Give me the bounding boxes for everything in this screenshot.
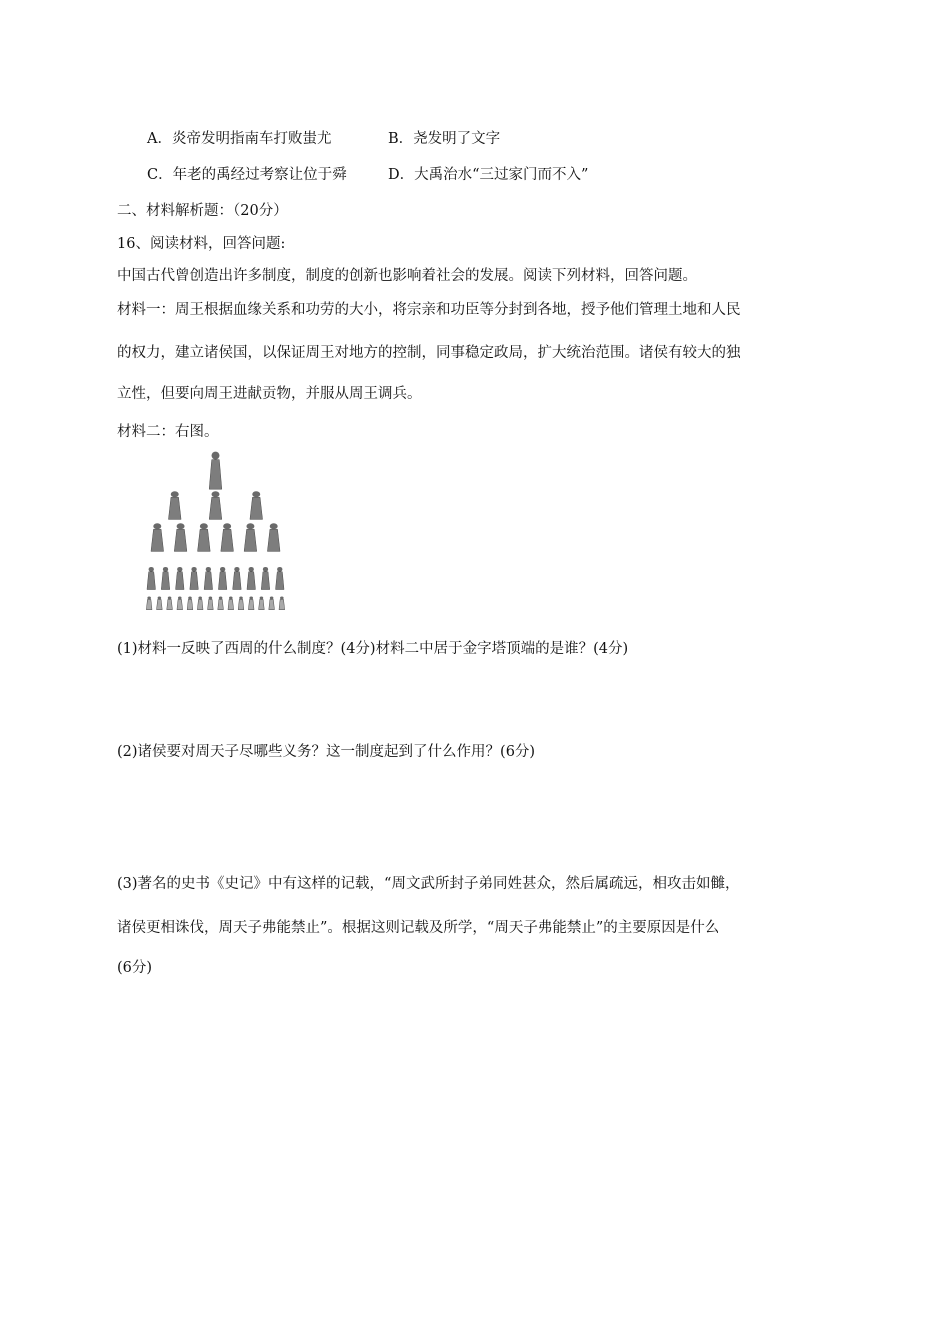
pyramid-person-icon [161,567,169,590]
pyramid-person-icon [157,597,163,610]
option-b: B．尧发明了文字 [388,131,501,147]
sub-question-3-line: (6分) [117,960,153,976]
option-c: C．年老的禹经过考察让位于舜 [147,167,347,183]
pyramid-person-icon [146,597,152,610]
pyramid-figures [146,452,284,610]
pyramid-person-icon [187,597,193,610]
pyramid-person-icon [247,567,255,590]
pyramid-person-icon [174,523,187,551]
pyramid-person-icon [208,597,214,610]
section-heading: 二、材料解析题：（20分） [117,203,288,219]
pyramid-person-icon [151,523,164,551]
question-title: 16、阅读材料，回答问题: [117,236,286,252]
pyramid-person-icon [269,597,275,610]
sub-question-3-line: 诸侯更相诛伐，周天子弗能禁止”。根据这则记载及所学，“周天子弗能禁止”的主要原因是什么 [117,920,720,936]
option-a: A．炎帝发明指南车打败蚩尤 [147,131,332,147]
pyramid-person-icon [250,491,263,519]
pyramid-person-icon [218,567,226,590]
material1-line: 的权力，建立诸侯国，以保证周王对地方的控制，同事稳定政局，扩大统治范围。诸侯有较大的独 [117,345,741,361]
pyramid-person-icon [167,597,173,610]
pyramid-person-icon [221,523,234,551]
pyramid-person-icon [267,523,280,551]
material1-line: 立性，但要向周王进献贡物，并服从周王调兵。 [117,386,422,402]
sub-question-1: (1)材料一反映了西周的什么制度？(4分)材料二中居于金字塔顶端的是谁？(4分) [117,641,629,657]
pyramid-person-icon [233,567,241,590]
pyramid-person-icon [244,523,257,551]
pyramid-person-icon [259,597,265,610]
pyramid-person-icon [197,597,203,610]
material1-line: 材料一：周王根据血缘关系和功劳的大小，将宗亲和功臣等分封到各地，授予他们管理土地和人民 [117,302,741,318]
pyramid-person-icon [198,523,211,551]
pyramid-person-icon [279,597,285,610]
pyramid-person-icon [168,491,181,519]
question-intro: 中国古代曾创造出许多制度，制度的创新也影响着社会的发展。阅读下列材料，回答问题。 [117,268,697,284]
pyramid-person-icon [276,567,284,590]
pyramid-person-icon [238,597,244,610]
pyramid-person-icon [261,567,269,590]
pyramid-person-icon [204,567,212,590]
pyramid-person-icon [147,567,155,590]
pyramid-person-icon [218,597,224,610]
pyramid-person-icon [228,597,234,610]
pyramid-person-icon [190,567,198,590]
sub-question-3-line: (3)著名的史书《史记》中有这样的记载，“周文武所封子弟同姓甚众，然后属疏远，相攻击如雠， [117,876,740,892]
option-d: D．大禹治水“三过家门而不入” [388,167,589,183]
pyramid-person-icon [176,567,184,590]
pyramid-person-icon [177,597,183,610]
pyramid-person-icon [248,597,254,610]
material2-label: 材料二：右图。 [117,424,219,440]
pyramid-person-icon [209,452,222,490]
sub-question-2: (2)诸侯要对周天子尽哪些义务？这一制度起到了什么作用？(6分) [117,744,536,760]
figure-pyramid-icon [143,448,288,612]
pyramid-person-icon [209,491,222,519]
